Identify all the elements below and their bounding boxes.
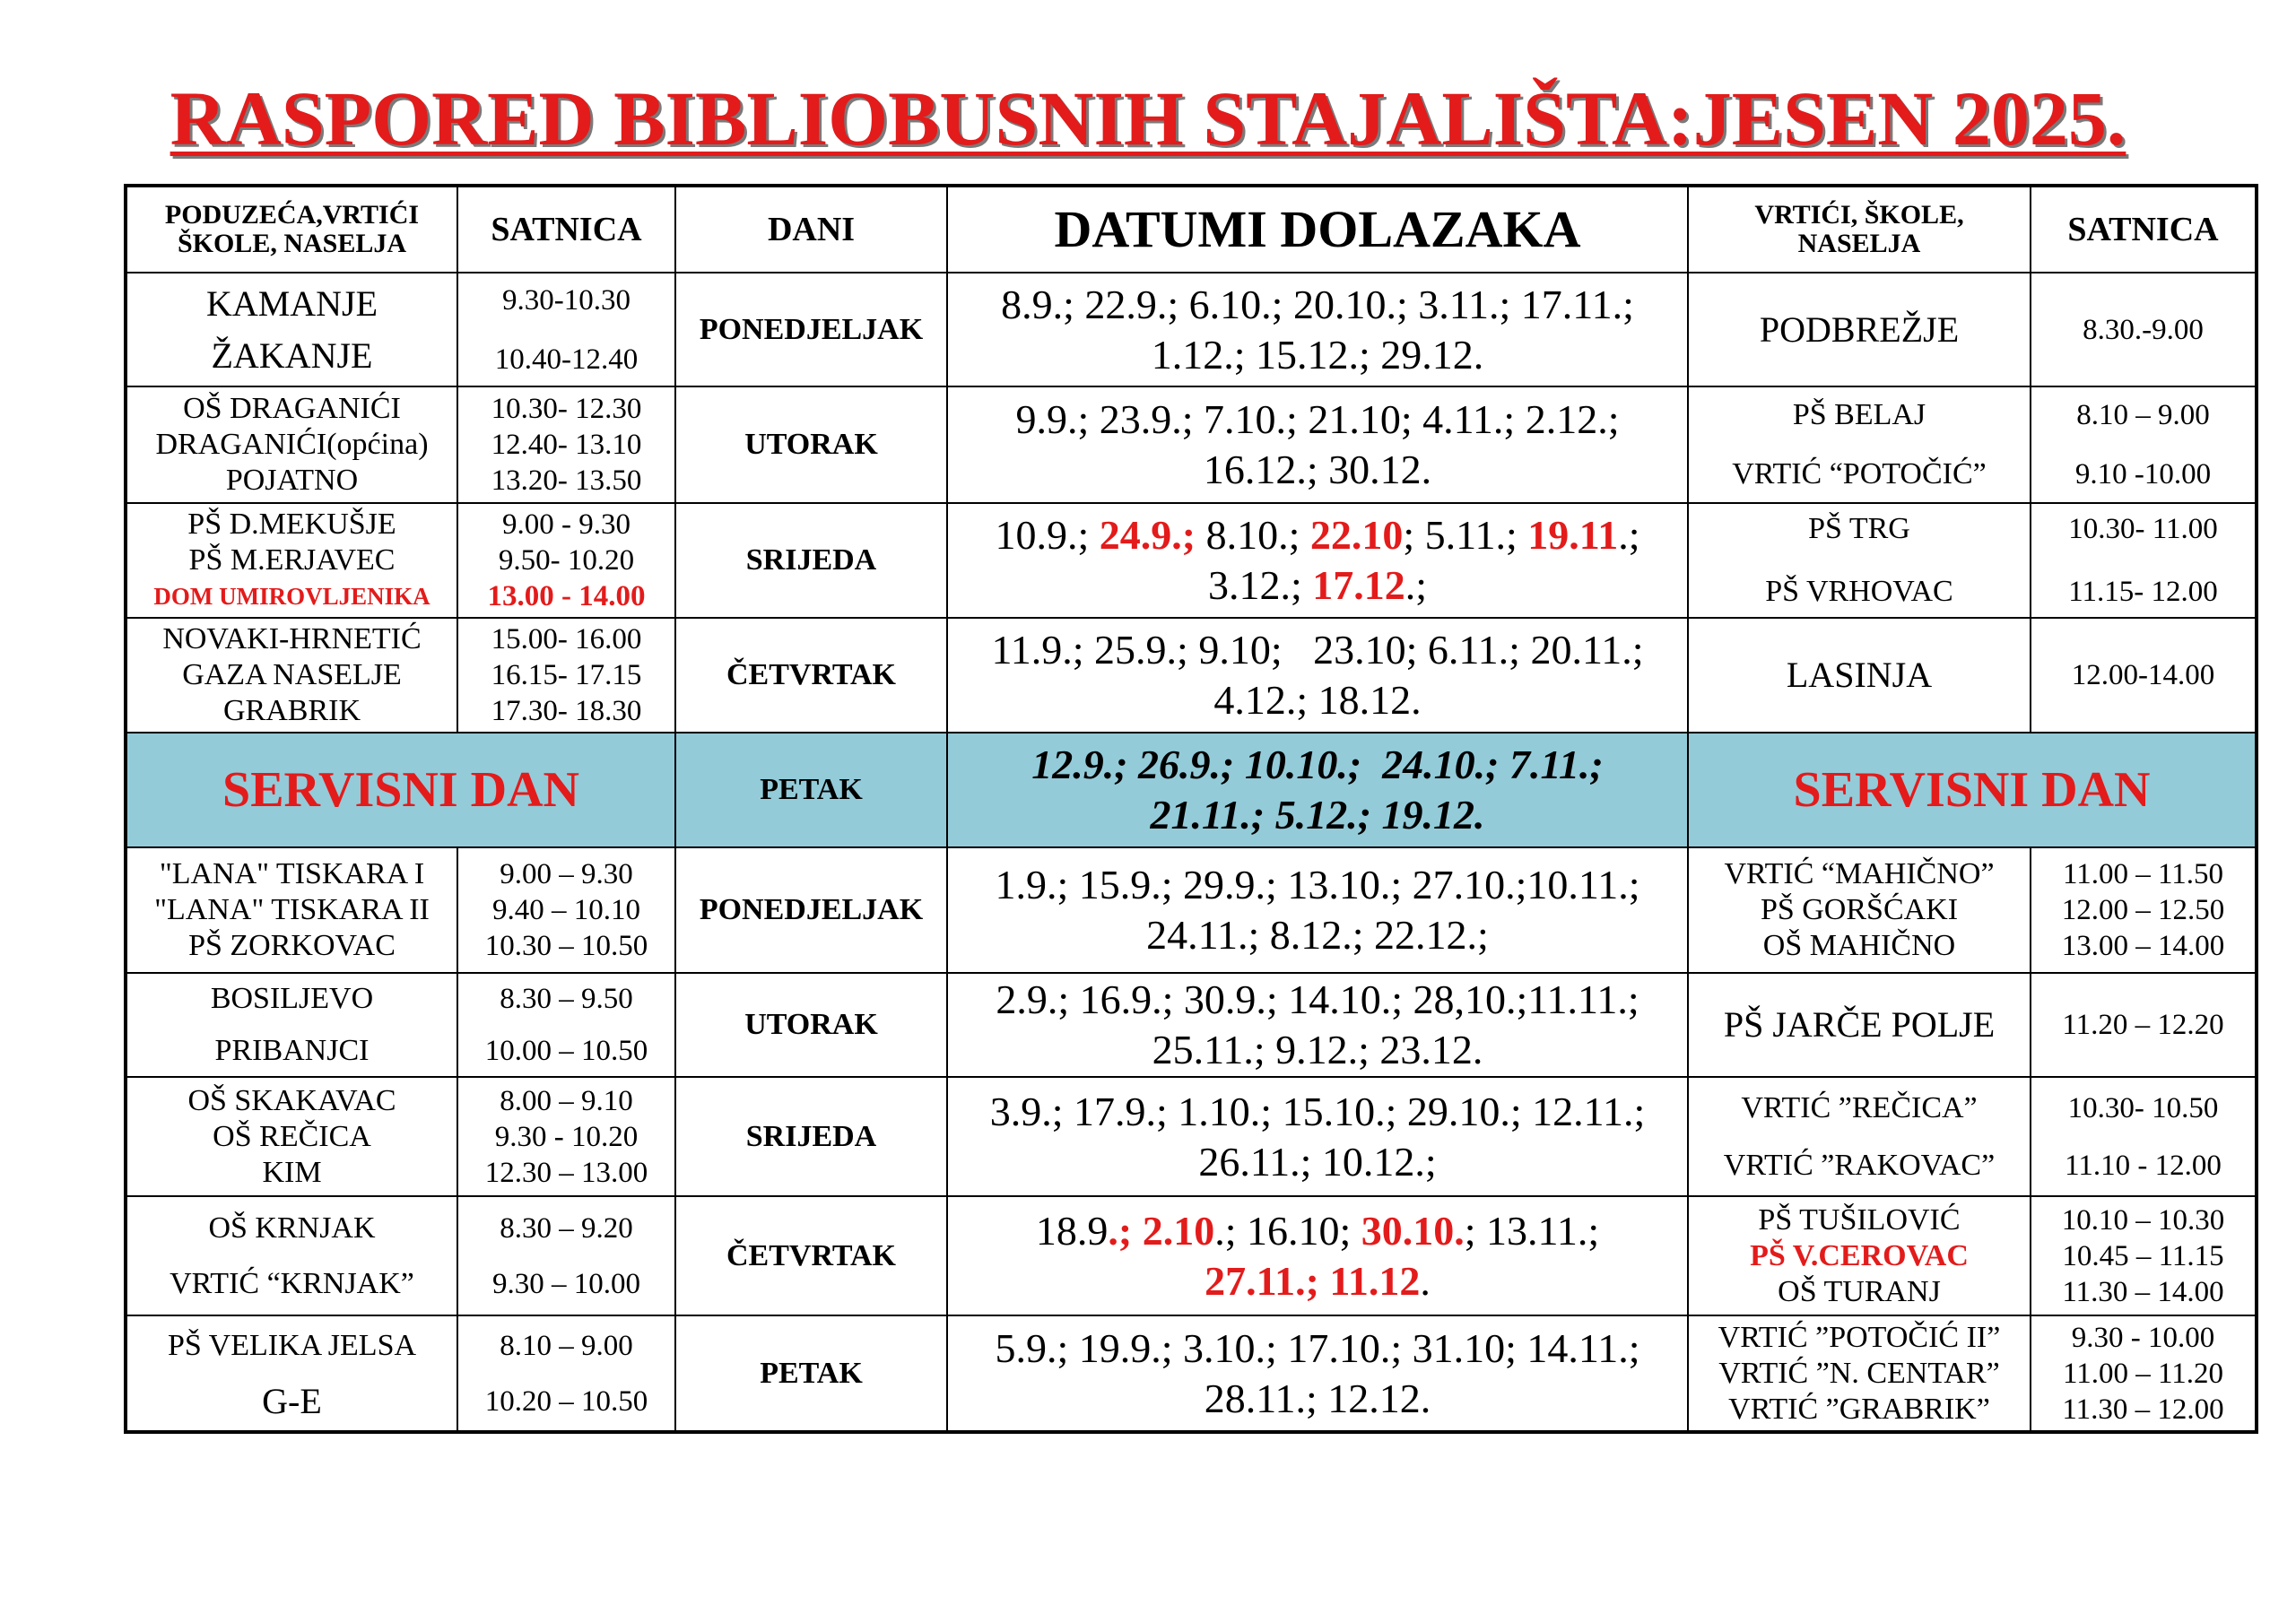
dates-cell: 3.9.; 17.9.; 1.10.; 15.10.; 29.10.; 12.11.; 26.11.; 10.12.; — [947, 1077, 1688, 1196]
day-label: PETAK — [675, 1315, 947, 1432]
table-row — [126, 386, 2257, 503]
dates-cell: 1.9.; 15.9.; 29.9.; 13.10.; 27.10.;10.11.; 24.11.; 8.12.; 22.12.; — [947, 847, 1688, 973]
page-title: RASPORED BIBLIOBUSNIH STAJALIŠTA:JESEN 2025. — [170, 75, 2126, 161]
right-places: VRTIĆ “MAHIČNO” PŠ GORŠĆAKI OŠ MAHIČNO — [1688, 847, 2031, 973]
left-times: 9.00 - 9.30 9.50- 10.20 13.00 - 14.00 — [457, 503, 675, 618]
left-times: 8.10 – 9.00 10.20 – 10.50 — [457, 1315, 675, 1432]
header-places-right: VRTIĆI, ŠKOLE, NASELJA — [1688, 186, 2031, 273]
table-row — [126, 973, 2257, 1077]
dates-cell: 2.9.; 16.9.; 30.9.; 14.10.; 28,10.;11.11.; 25.11.; 9.12.; 23.12. — [947, 973, 1688, 1077]
left-places: OŠ SKAKAVAC OŠ REČICA KIM — [126, 1077, 457, 1196]
service-day-label-right: SERVISNI DAN — [1688, 733, 2257, 847]
right-times: 10.10 – 10.30 10.45 – 11.15 11.30 – 14.00 — [2031, 1196, 2257, 1315]
left-times: 8.30 – 9.50 10.00 – 10.50 — [457, 973, 675, 1077]
table-row — [126, 847, 2257, 973]
right-places: PŠ JARČE POLJE — [1688, 973, 2031, 1077]
right-times: 10.30- 10.50 11.10 - 12.00 — [2031, 1077, 2257, 1196]
left-places: "LANA" TISKARA I "LANA" TISKARA II PŠ ZORKOVAC — [126, 847, 457, 973]
right-times: 8.30.-9.00 — [2031, 273, 2257, 386]
day-label: ČETVRTAK — [675, 1196, 947, 1315]
schedule-table — [124, 184, 2258, 1434]
service-day-label-left: SERVISNI DAN — [126, 733, 675, 847]
left-times: 9.30-10.30 10.40-12.40 — [457, 273, 675, 386]
left-places: PŠ D.MEKUŠJE PŠ M.ERJAVEC DOM UMIROVLJENIKA — [126, 503, 457, 618]
right-times: 11.00 – 11.50 12.00 – 12.50 13.00 – 14.00 — [2031, 847, 2257, 973]
right-places: PODBREŽJE — [1688, 273, 2031, 386]
right-places: PŠ BELAJ VRTIĆ “POTOČIĆ” — [1688, 386, 2031, 503]
service-day-row — [126, 733, 2257, 847]
left-times: 9.00 – 9.30 9.40 – 10.10 10.30 – 10.50 — [457, 847, 675, 973]
left-places: PŠ VELIKA JELSA G-E — [126, 1315, 457, 1432]
table-row — [126, 273, 2257, 386]
right-places: VRTIĆ ”REČICA” VRTIĆ ”RAKOVAC” — [1688, 1077, 2031, 1196]
right-times: 10.30- 11.00 11.15- 12.00 — [2031, 503, 2257, 618]
dates-cell: 10.9.; 24.9.; 8.10.; 22.10; 5.11.; 19.11.; 3.12.; 17.12.; — [947, 503, 1688, 618]
left-places: NOVAKI-HRNETIĆ GAZA NASELJE GRABRIK — [126, 618, 457, 733]
header-dates: DATUMI DOLAZAKA — [947, 186, 1688, 273]
day-label: UTORAK — [675, 973, 947, 1077]
right-places: PŠ TRG PŠ VRHOVAC — [1688, 503, 2031, 618]
right-times: 12.00-14.00 — [2031, 618, 2257, 733]
left-times: 8.00 – 9.10 9.30 - 10.20 12.30 – 13.00 — [457, 1077, 675, 1196]
left-places: KAMANJE ŽAKANJE — [126, 273, 457, 386]
table-row — [126, 503, 2257, 618]
table-row — [126, 1315, 2257, 1432]
header-time-right: SATNICA — [2031, 186, 2257, 273]
right-times: 8.10 – 9.00 9.10 -10.00 — [2031, 386, 2257, 503]
day-label: PONEDJELJAK — [675, 273, 947, 386]
dates-cell: 9.9.; 23.9.; 7.10.; 21.10; 4.11.; 2.12.; 16.12.; 30.12. — [947, 386, 1688, 503]
day-label: SRIJEDA — [675, 503, 947, 618]
day-label: ČETVRTAK — [675, 618, 947, 733]
day-label: SRIJEDA — [675, 1077, 947, 1196]
left-places: OŠ DRAGANIĆI DRAGANIĆI(općina) POJATNO — [126, 386, 457, 503]
day-label: PONEDJELJAK — [675, 847, 947, 973]
left-places: BOSILJEVO PRIBANJCI — [126, 973, 457, 1077]
dates-cell: 5.9.; 19.9.; 3.10.; 17.10.; 31.10; 14.11.; 28.11.; 12.12. — [947, 1315, 1688, 1432]
left-times: 15.00- 16.00 16.15- 17.15 17.30- 18.30 — [457, 618, 675, 733]
header-days: DANI — [675, 186, 947, 273]
right-places: VRTIĆ ”POTOČIĆ II” VRTIĆ ”N. CENTAR” VRTIĆ ”GRABRIK” — [1688, 1315, 2031, 1432]
table-row — [126, 1196, 2257, 1315]
dates-cell: 8.9.; 22.9.; 6.10.; 20.10.; 3.11.; 17.11.; 1.12.; 15.12.; 29.12. — [947, 273, 1688, 386]
dates-cell: 12.9.; 26.9.; 10.10.; 24.10.; 7.11.; 21.11.; 5.12.; 19.12. — [947, 733, 1688, 847]
header-row — [126, 186, 2257, 273]
left-places: OŠ KRNJAK VRTIĆ “KRNJAK” — [126, 1196, 457, 1315]
right-times: 9.30 - 10.00 11.00 – 11.20 11.30 – 12.00 — [2031, 1315, 2257, 1432]
table-row — [126, 618, 2257, 733]
table-row — [126, 1077, 2257, 1196]
right-places: PŠ TUŠILOVIĆ PŠ V.CEROVAC OŠ TURANJ — [1688, 1196, 2031, 1315]
right-times: 11.20 – 12.20 — [2031, 973, 2257, 1077]
day-label: PETAK — [675, 733, 947, 847]
header-time-left: SATNICA — [457, 186, 675, 273]
left-times: 10.30- 12.30 12.40- 13.10 13.20- 13.50 — [457, 386, 675, 503]
left-times: 8.30 – 9.20 9.30 – 10.00 — [457, 1196, 675, 1315]
dates-cell: 11.9.; 25.9.; 9.10; 23.10; 6.11.; 20.11.; 4.12.; 18.12. — [947, 618, 1688, 733]
dates-cell: 18.9.; 2.10.; 16.10; 30.10.; 13.11.; 27.11.; 11.12. — [947, 1196, 1688, 1315]
header-places-left: PODUZEĆA,VRTIĆI ŠKOLE, NASELJA — [126, 186, 457, 273]
day-label: UTORAK — [675, 386, 947, 503]
right-places: LASINJA — [1688, 618, 2031, 733]
